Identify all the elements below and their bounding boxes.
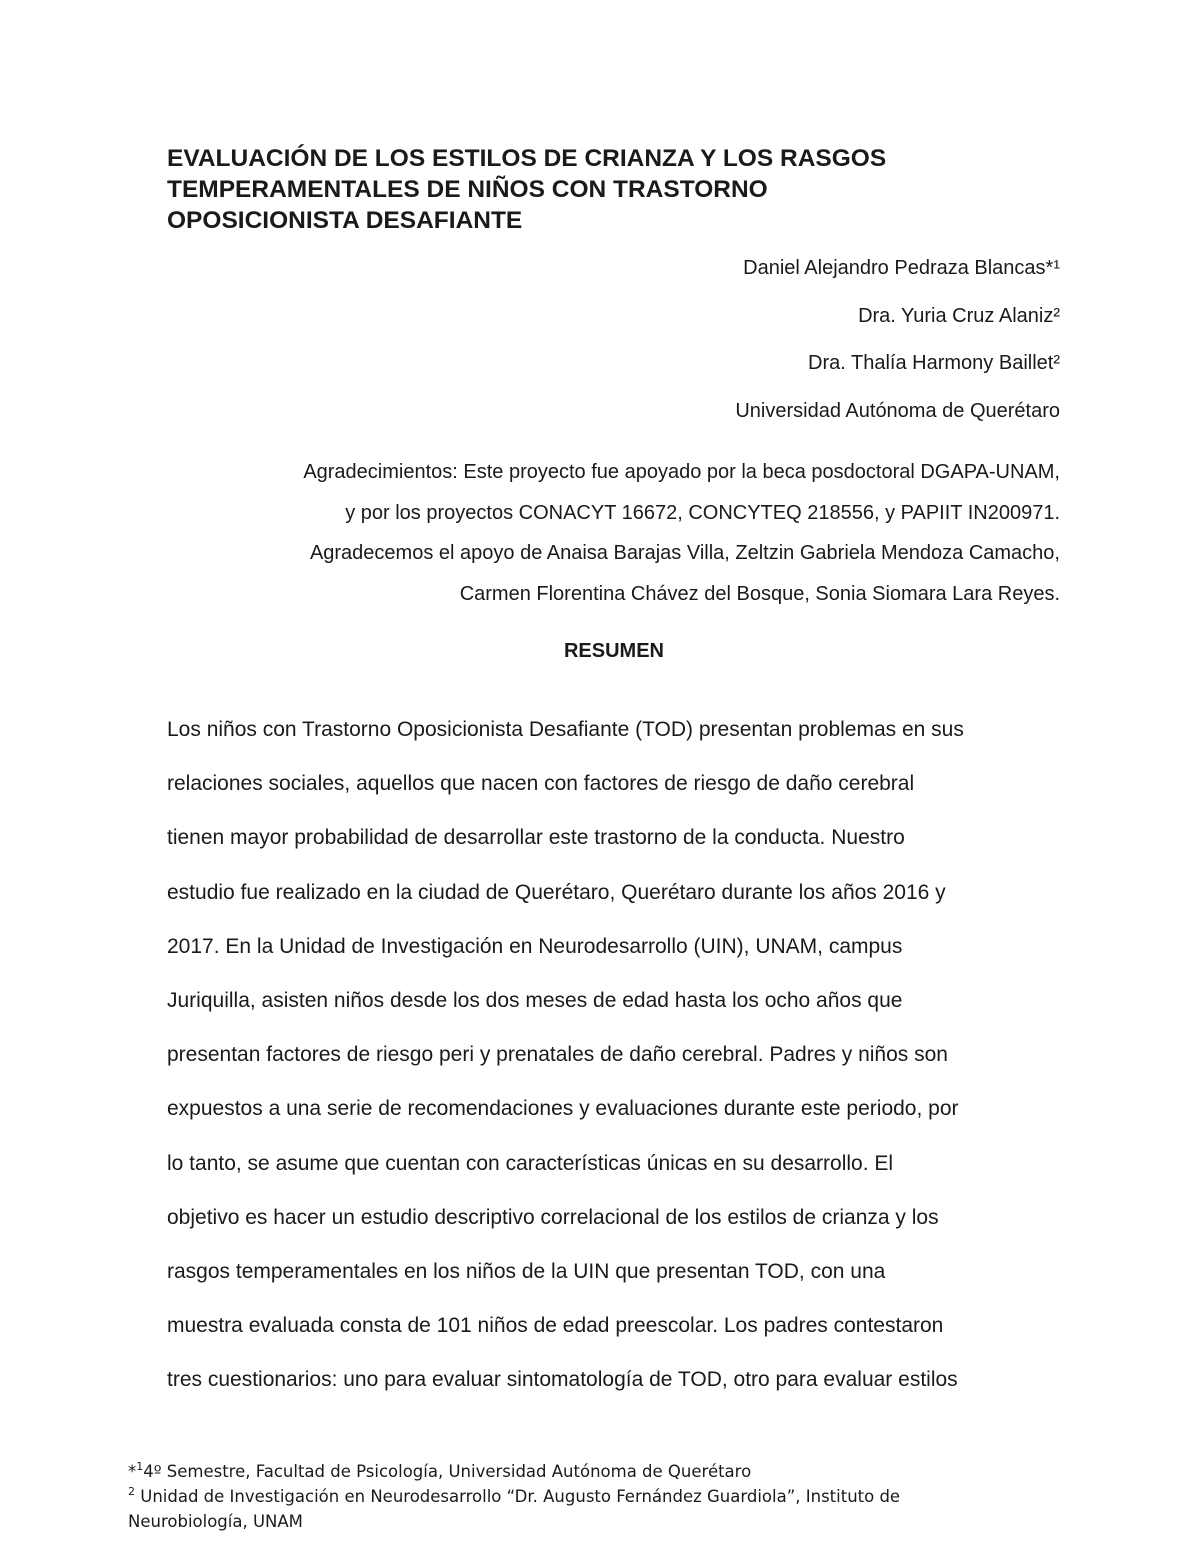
abstract-line: Los niños con Trastorno Oposicionista Desafiante (TOD) presentan problemas en sus (167, 718, 964, 741)
abstract-line: expuestos a una serie de recomendaciones y evaluaciones durante este periodo, por (167, 1097, 959, 1121)
ack-line: Agradecimientos: Este proyecto fue apoyado por la beca posdoctoral DGAPA-UNAM, (303, 461, 1060, 483)
author-block (735, 252, 1060, 442)
abstract-line: presentan factores de riesgo peri y prenatales de daño cerebral. Padres y niños son (167, 1043, 948, 1067)
footnote-number: 1 (136, 1460, 144, 1473)
abstract-heading: RESUMEN (563, 640, 664, 662)
title-line: EVALUACIÓN DE LOS ESTILOS DE CRIANZA Y LOS RASGOS (167, 145, 887, 172)
abstract-line: estudio fue realizado en la ciudad de Querétaro, Querétaro durante los años 2016 y (167, 880, 946, 904)
title-line: TEMPERAMENTALES DE NIÑOS CON TRASTORNO (167, 176, 768, 203)
footnote-marker: * (128, 1462, 137, 1481)
abstract-line: muestra evaluada consta de 101 niños de edad preescolar. Los padres contestaron (167, 1314, 944, 1338)
abstract-line: 2017. En la Unidad de Investigación en Neurodesarrollo (UIN), UNAM, campus (167, 934, 903, 958)
abstract-line: tienen mayor probabilidad de desarrollar este trastorno de la conducta. Nuestro (167, 826, 905, 850)
abstract-line: Juriquilla, asisten niños desde los dos meses de edad hasta los ocho años que (167, 989, 903, 1013)
author-name: Daniel Alejandro Pedraza Blancas*¹ (743, 257, 1060, 279)
acknowledgements (303, 452, 1060, 614)
affiliation: Universidad Autónoma de Querétaro (735, 399, 1060, 422)
footnote-text: 4º Semestre, Facultad de Psicología, Universidad Autónoma de Querétaro (143, 1462, 752, 1481)
ack-line: Agradecemos el apoyo de Anaisa Barajas Villa, Zeltzin Gabriela Mendoza Camacho, (309, 542, 1060, 564)
footnote-text: Unidad de Investigación en Neurodesarrollo “Dr. Augusto Fernández Guardiola”, Instituto de (135, 1487, 901, 1506)
title-line: OPOSICIONISTA DESAFIANTE (167, 207, 523, 234)
author-name: Dra. Yuria Cruz Alaniz² (858, 304, 1060, 327)
abstract-line: rasgos temperamentales en los niños de la UIN que presentan TOD, con una (167, 1260, 886, 1284)
abstract-line: relaciones sociales, aquellos que nacen con factores de riesgo de daño cerebral (167, 772, 915, 796)
ack-line: Carmen Florentina Chávez del Bosque, Sonia Siomara Lara Reyes. (459, 582, 1060, 605)
author-name: Dra. Thalía Harmony Baillet² (808, 352, 1060, 374)
paper-title (167, 143, 1067, 236)
footnotes (128, 1459, 1078, 1534)
abstract-line: lo tanto, se asume que cuentan con características únicas en su desarrollo. El (167, 1151, 894, 1175)
abstract-body (167, 703, 1067, 1408)
footnote-number: 2 (128, 1485, 135, 1498)
footnote-1 (128, 1459, 1078, 1484)
footnote-2 (128, 1484, 1078, 1509)
footnote-2-continued: Neurobiología, UNAM (128, 1512, 303, 1531)
abstract-line: objetivo es hacer un estudio descriptivo correlacional de los estilos de crianza y los (167, 1205, 939, 1229)
ack-line: y por los proyectos CONACYT 16672, CONCYTEQ 218556, y PAPIIT IN200971. (345, 501, 1060, 524)
abstract-line: tres cuestionarios: uno para evaluar sintomatología de TOD, otro para evaluar estilos (167, 1368, 958, 1392)
